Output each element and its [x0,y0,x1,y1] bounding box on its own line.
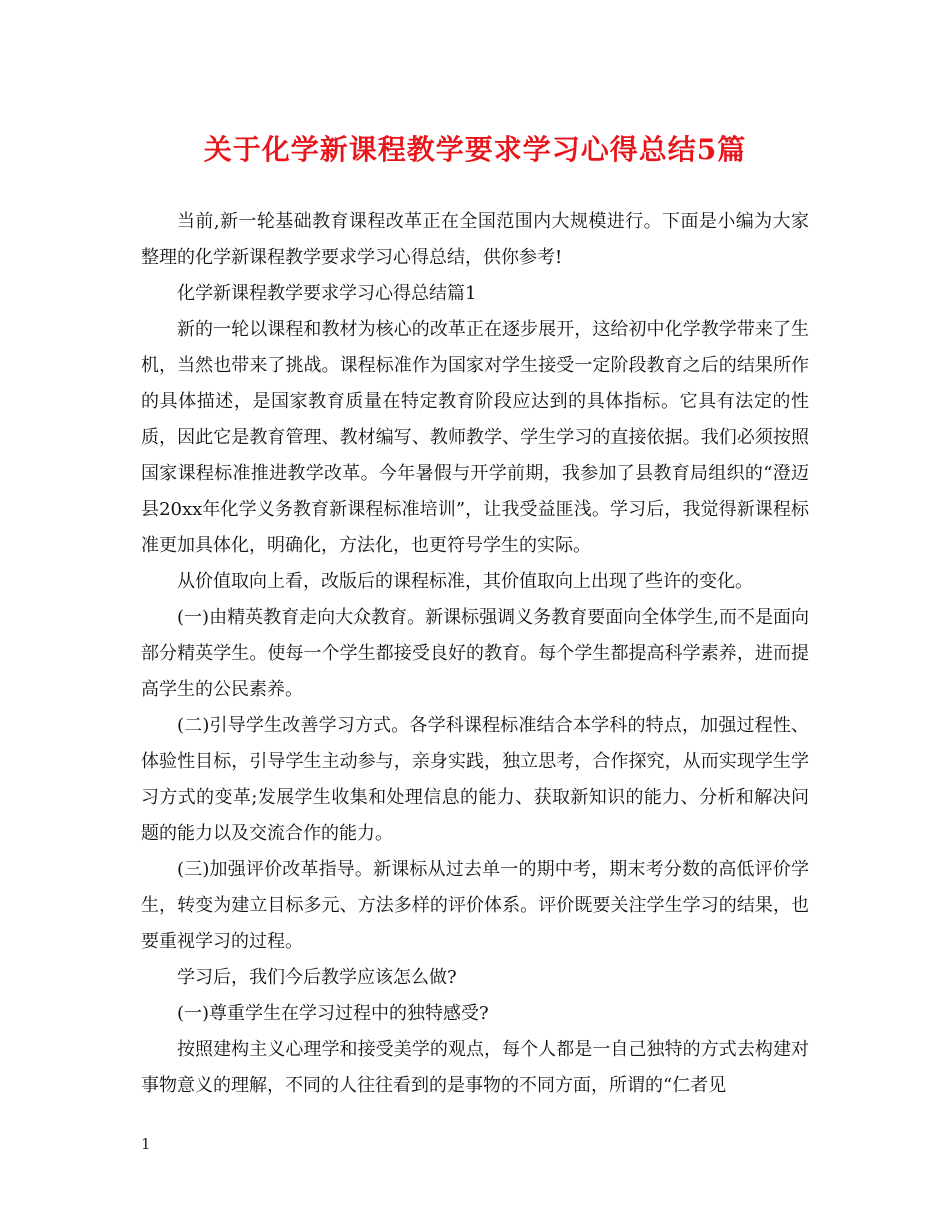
body-paragraph: 学习后，我们今后教学应该怎么做? [177,967,457,988]
document-body [141,204,809,1104]
body-paragraph: (一)由精英教育走向大众教育。新课标强调义务教育要面向全体学生,而不是面向部分精英学生。使每一个学生都接受良好的教育。每个学生都提高科学素养，进而提高学生的公民素养。 [141,607,809,700]
document-title: 关于化学新课程教学要求学习心得总结5篇 [203,133,747,166]
body-paragraph: 按照建构主义心理学和接受美学的观点，每个人都是一自己独特的方式去构建对事物意义的理解，不同的人往往看到的是事物的不同方面，所谓的“仁者见 [141,1039,809,1096]
page-number: 1 [141,1135,151,1153]
body-paragraph: (一)尊重学生在学习过程中的独特感受? [177,1003,489,1024]
section-heading: 化学新课程教学要求学习心得总结篇1 [177,283,477,304]
body-paragraph: 从价值取向上看，改版后的课程标准，其价值取向上出现了些许的变化。 [177,571,753,592]
body-paragraph: (三)加强评价改革指导。新课标从过去单一的期中考，期末考分数的高低评价学生，转变为建立目标多元、方法多样的评价体系。评价既要关注学生学习的结果，也要重视学习的过程。 [141,859,809,952]
body-paragraph: (二)引导学生改善学习方式。各学科课程标准结合本学科的特点，加强过程性、体验性目标，引导学生主动参与，亲身实践，独立思考，合作探究，从而实现学生学习方式的变革;发展学生收集和处理信息的能力、获取新知识的能力、分析和解决问题的能力以及交流合作的能力。 [141,715,809,844]
intro-paragraph: 当前,新一轮基础教育课程改革正在全国范围内大规模进行。下面是小编为大家整理的化学新课程教学要求学习心得总结，供你参考! [141,211,809,268]
body-paragraph: 新的一轮以课程和教材为核心的改革正在逐步展开，这给初中化学教学带来了生机，当然也带来了挑战。课程标准作为国家对学生接受一定阶段教育之后的结果所作的具体描述，是国家教育质量在特定教育阶段应达到的具体指标。它具有法定的性质，因此它是教育管理、教材编写、教师教学、学生学习的直接依据。我们必须按照国家课程标准推进教学改革。今年暑假与开学前期，我参加了县教育局组织的“澄迈县20xx年化学义务教育新课程标准培训”，让我受益匪浅。学习后，我觉得新课程标准更加具体化，明确化，方法化，也更符号学生的实际。 [141,319,809,556]
